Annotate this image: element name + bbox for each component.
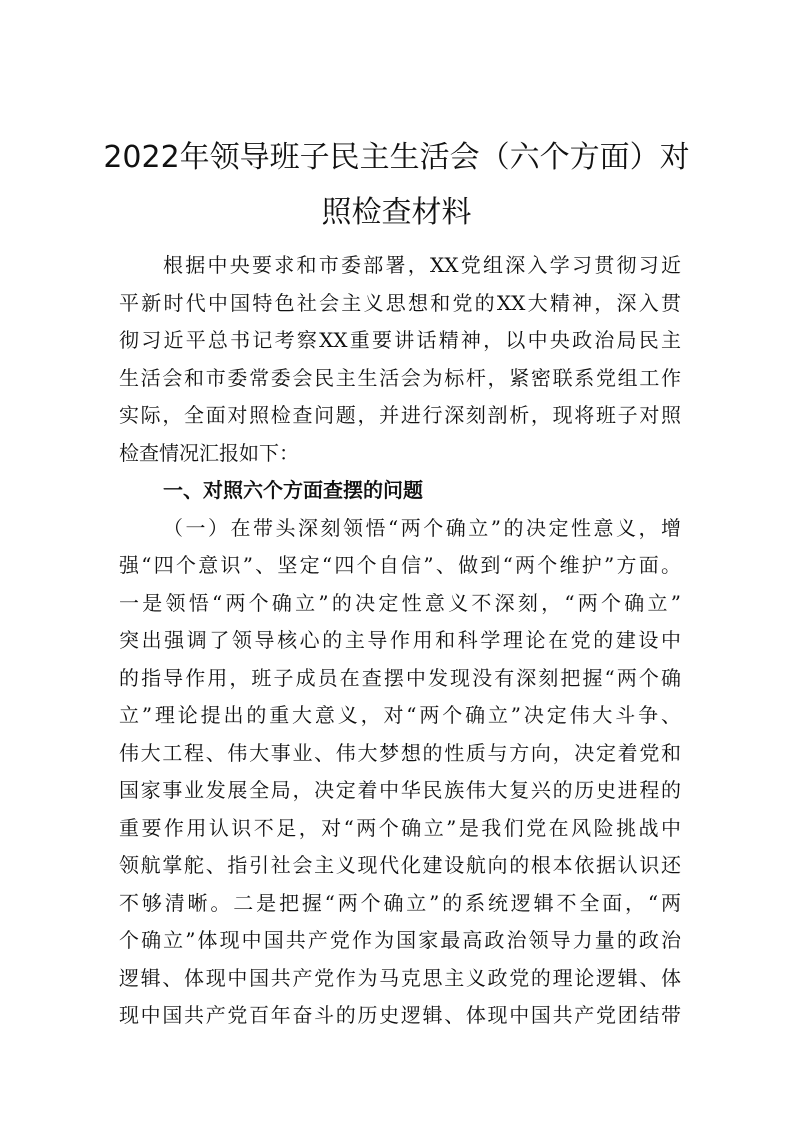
intro-line: 根据中央要求和市委部署，XX党组深入学习贯彻习近 [163,253,681,277]
section-line: 突出强调了领导核心的主导作用和科学理论在党的建设中 [119,628,681,652]
section-line: 强“四个意识”、坚定“四个自信”、做到“两个维护”方面。 [119,553,681,577]
section-heading: 一、对照六个方面查摆的问题 [163,478,423,502]
intro-line: 生活会和市委常委会民主生活会为标杆，紧密联系党组工作 [119,365,681,390]
intro-line: 平新时代中国特色社会主义思想和党的XX大精神，深入贯 [119,290,681,315]
section-line: 不够清晰。二是把握“两个确立”的系统逻辑不全面，“两 [119,890,681,915]
section-line: 国家事业发展全局，决定着中华民族伟大复兴的历史进程的 [119,778,681,802]
section-line: 伟大工程、伟大事业、伟大梦想的性质与方向，决定着党和 [119,740,681,765]
document-body [119,247,681,1035]
intro-line: 彻习近平总书记考察XX重要讲话精神，以中央政治局民主 [119,328,681,352]
intro-line: 实际，全面对照检查问题，并进行深刻剖析，现将班子对照 [119,403,681,427]
section-line: （一）在带头深刻领悟“两个确立”的决定性意义，增 [163,515,681,540]
section-line: 一是领悟“两个确立”的决定性意义不深刻，“两个确立” [119,590,681,615]
section-line: 个确立”体现中国共产党作为国家最高政治领导力量的政治 [119,928,681,952]
section-line: 现中国共产党百年奋斗的历史逻辑、体现中国共产党团结带 [119,1003,681,1027]
section-line: 立”理论提出的重大意义，对“两个确立”决定伟大斗争、 [119,703,681,727]
section-line: 领航掌舵、指引社会主义现代化建设航向的根本依据认识还 [119,853,681,877]
section-line: 逻辑、体现中国共产党作为马克思主义政党的理论逻辑、体 [119,965,681,990]
document-title-line-2: 照检查材料 [321,195,472,230]
intro-line: 检查情况汇报如下： [119,440,299,465]
document-title-line-1: 2022年领导班子民主生活会（六个方面）对 [103,140,690,175]
section-line: 的指导作用，班子成员在查摆中发现没有深刻把握“两个确 [119,665,681,690]
section-line: 重要作用认识不足，对“两个确立”是我们党在风险挑战中 [119,815,681,840]
